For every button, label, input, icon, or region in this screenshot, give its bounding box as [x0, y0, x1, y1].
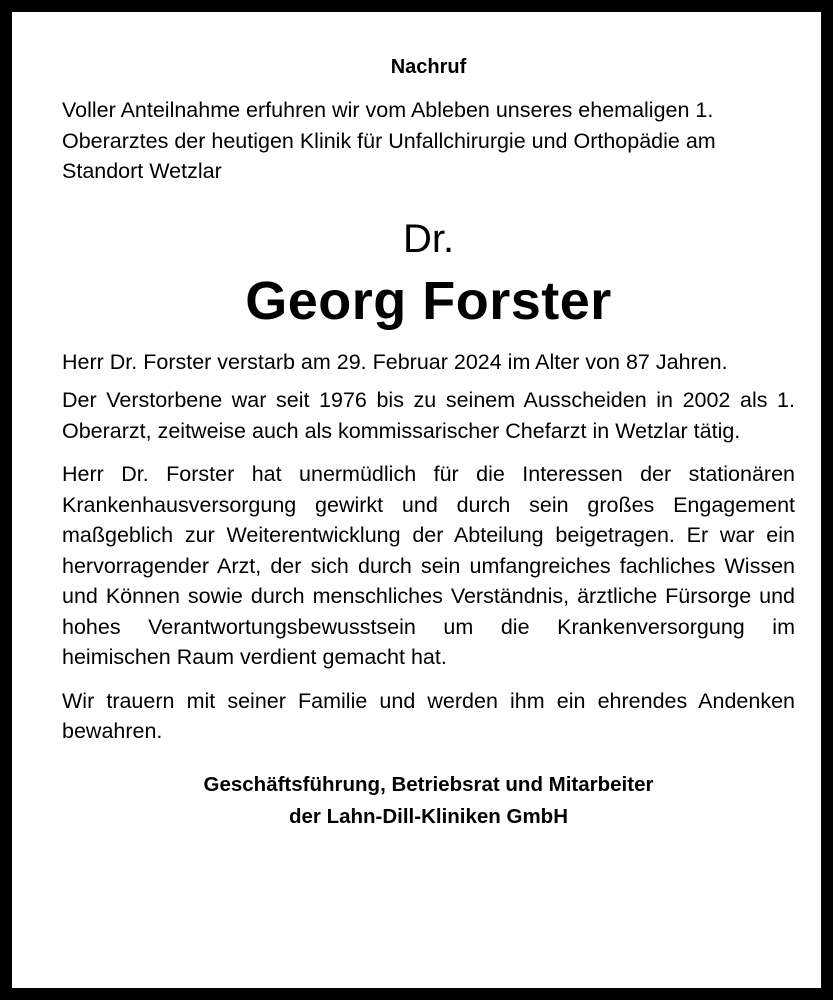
death-paragraph: Herr Dr. Forster verstarb am 29. Februar 2024 im Alter von 87 Jahren. — [62, 349, 728, 374]
obituary-heading: Nachruf — [390, 56, 467, 78]
intro-paragraph: Voller Anteilnahme erfuhren wir vom Ableben unseres ehemaligen 1. Oberarztes der heutigen Klinik für Unfallchirurgie und Orthopädie am Standort Wetzlar — [62, 98, 716, 183]
signature-line-1: Geschäftsführung, Betriebsrat und Mitarbeiter — [203, 772, 654, 796]
career-paragraph: Der Verstorbene war seit 1976 bis zu seinem Ausscheiden in 2002 als 1. Oberarzt, zeitweise auch als kommissarischer Chefarzt in Wetzlar tätig. — [62, 388, 795, 443]
signature-line-2: der Lahn-Dill-Kliniken GmbH — [288, 804, 569, 828]
mourning-paragraph: Wir trauern mit seiner Familie und werden ihm ein ehrendes Andenken bewahren. — [62, 688, 795, 743]
deceased-title: Dr. — [402, 216, 455, 261]
signature-block — [62, 769, 795, 833]
deceased-name: Georg Forster — [245, 270, 612, 331]
obituary-content — [62, 52, 795, 833]
merits-paragraph: Herr Dr. Forster hat unermüdlich für die Interessen der stationären Krankenhausversorgung gewirkt und durch sein großes Engagement maßgeblich zur Weiterentwicklung der Abteilung beigetragen. Er war ein hervorragender Arzt, der sich durch sein umfangreiches fachliches Wissen und Können sowie durch menschliches Verständnis, ärztliche Fürsorge und hohes Verantwortungsbewusstsein um die Krankenversorgung im heimischen Raum verdient gemacht hat. — [62, 462, 795, 669]
